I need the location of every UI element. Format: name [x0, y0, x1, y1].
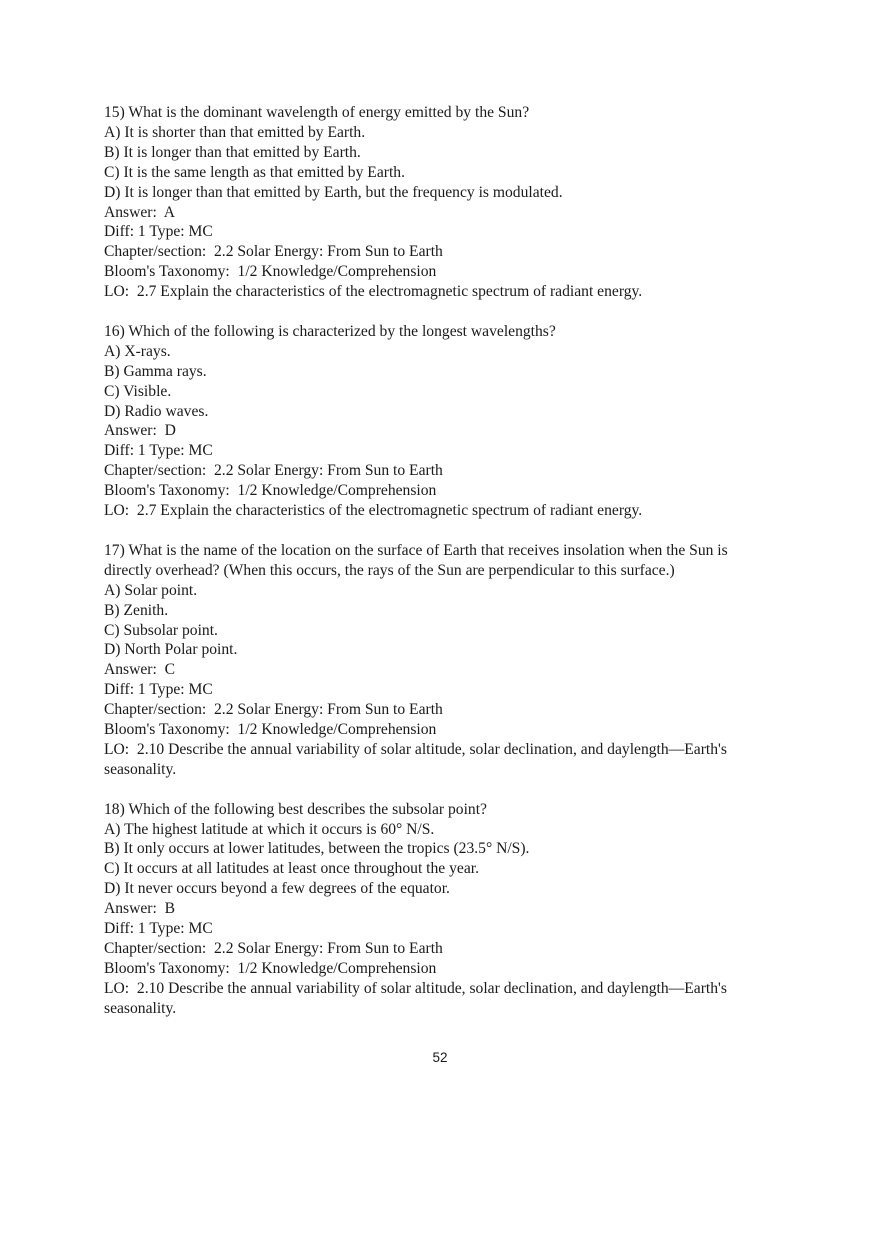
- option-d: D) North Polar point.: [104, 641, 238, 659]
- question-stem: 18) Which of the following best describes the subsolar point?: [104, 800, 487, 818]
- answer-line: Answer: D: [104, 422, 176, 440]
- bloom-line: Bloom's Taxonomy: 1/2 Knowledge/Comprehension: [104, 263, 437, 281]
- chapter-line: Chapter/section: 2.2 Solar Energy: From Sun to Earth: [104, 940, 443, 958]
- bloom-line: Bloom's Taxonomy: 1/2 Knowledge/Comprehension: [104, 959, 437, 977]
- option-b: B) Gamma rays.: [104, 362, 207, 380]
- page-number: 52: [432, 1050, 448, 1065]
- option-a: A) Solar point.: [104, 581, 198, 599]
- difficulty-line: Diff: 1 Type: MC: [104, 223, 213, 241]
- question-block: [104, 541, 764, 780]
- option-c: C) Visible.: [104, 382, 172, 400]
- answer-line: Answer: C: [104, 661, 176, 679]
- option-a: A) X-rays.: [104, 342, 171, 360]
- question-block: [104, 800, 764, 1019]
- question-block: [104, 103, 764, 302]
- chapter-line: Chapter/section: 2.2 Solar Energy: From Sun to Earth: [104, 462, 443, 480]
- option-d: D) It is longer than that emitted by Earth, but the frequency is modulated.: [104, 183, 563, 201]
- difficulty-line: Diff: 1 Type: MC: [104, 920, 213, 938]
- learning-objective-line: LO: 2.10 Describe the annual variability of solar altitude, solar declination, and daylength—Earth's seasonality.: [104, 979, 731, 1017]
- bloom-line: Bloom's Taxonomy: 1/2 Knowledge/Comprehension: [104, 721, 437, 739]
- learning-objective-line: LO: 2.7 Explain the characteristics of the electromagnetic spectrum of radiant energy.: [104, 502, 643, 520]
- option-d: D) It never occurs beyond a few degrees of the equator.: [104, 880, 450, 898]
- option-a: A) It is shorter than that emitted by Earth.: [104, 123, 366, 141]
- question-stem: 15) What is the dominant wavelength of energy emitted by the Sun?: [104, 104, 530, 121]
- option-b: B) It only occurs at lower latitudes, between the tropics (23.5° N/S).: [104, 840, 530, 858]
- answer-line: Answer: B: [104, 900, 176, 918]
- option-c: C) It is the same length as that emitted by Earth.: [104, 163, 405, 181]
- difficulty-line: Diff: 1 Type: MC: [104, 442, 213, 460]
- learning-objective-line: LO: 2.7 Explain the characteristics of the electromagnetic spectrum of radiant energy.: [104, 283, 643, 301]
- option-d: D) Radio waves.: [104, 402, 209, 420]
- question-block: [104, 322, 764, 521]
- option-c: C) It occurs at all latitudes at least once throughout the year.: [104, 860, 479, 878]
- option-a: A) The highest latitude at which it occurs is 60° N/S.: [104, 820, 435, 838]
- question-stem: 17) What is the name of the location on the surface of Earth that receives insolation when the Sun is directly overhead? (When this occurs, the rays of the Sun are perpendicular to this surface.): [104, 541, 732, 579]
- bloom-line: Bloom's Taxonomy: 1/2 Knowledge/Comprehension: [104, 482, 437, 500]
- option-b: B) Zenith.: [104, 601, 169, 619]
- difficulty-line: Diff: 1 Type: MC: [104, 681, 213, 699]
- chapter-line: Chapter/section: 2.2 Solar Energy: From Sun to Earth: [104, 243, 443, 261]
- chapter-line: Chapter/section: 2.2 Solar Energy: From Sun to Earth: [104, 701, 443, 719]
- option-b: B) It is longer than that emitted by Earth.: [104, 143, 361, 161]
- question-list: [104, 103, 764, 1039]
- answer-line: Answer: A: [104, 203, 176, 221]
- option-c: C) Subsolar point.: [104, 621, 218, 639]
- question-stem: 16) Which of the following is characterized by the longest wavelengths?: [104, 322, 556, 340]
- learning-objective-line: LO: 2.10 Describe the annual variability of solar altitude, solar declination, and daylength—Earth's seasonality.: [104, 740, 731, 778]
